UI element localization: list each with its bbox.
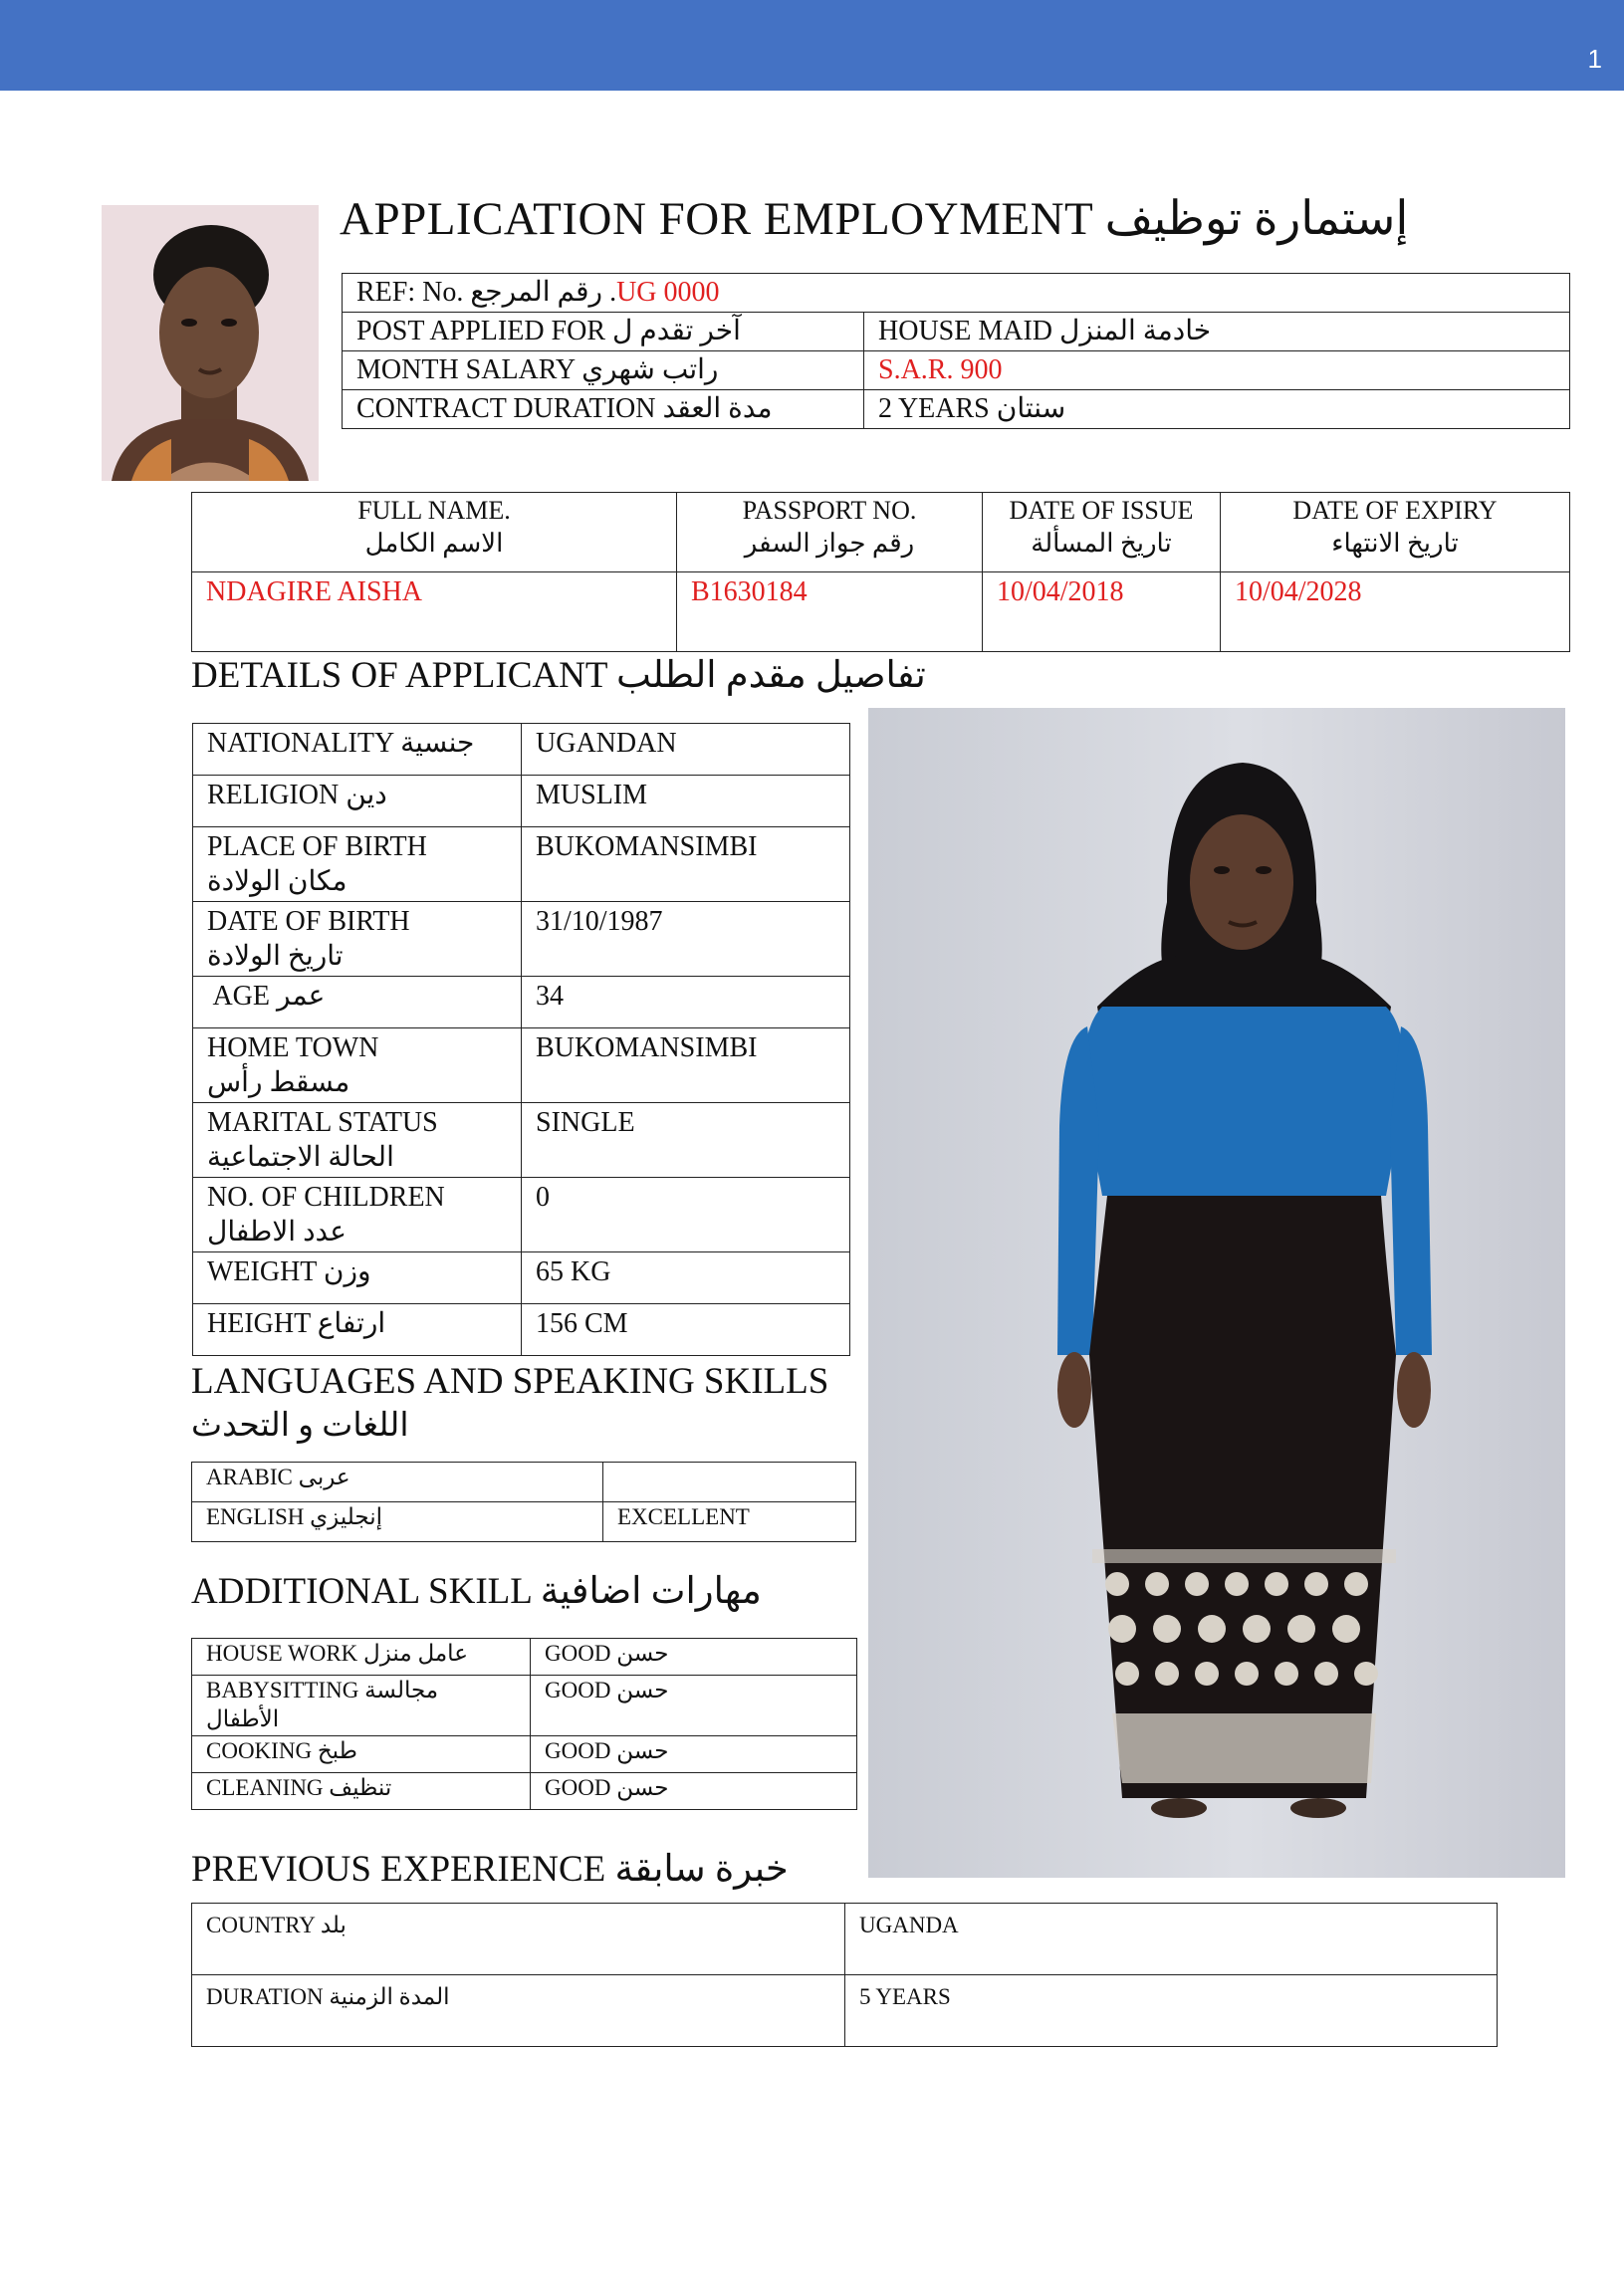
table-row (192, 1904, 1498, 1975)
header-en: PASSPORT NO. (742, 496, 917, 525)
table-row (192, 1463, 856, 1502)
table-row (192, 1502, 856, 1542)
post-value: HOUSE MAID خادمة المنزل (864, 313, 1570, 351)
table-row (193, 1103, 850, 1178)
label-ar: عدد الاطفال (207, 1217, 347, 1248)
table-row (343, 351, 1570, 390)
details-heading: DETAILS OF APPLICANT تفاصيل مقدم الطلب (191, 655, 926, 696)
post-label: POST APPLIED FOR آخر تقدم ل (343, 313, 864, 351)
detail-value: UGANDAN (522, 724, 850, 776)
detail-label: NATIONALITY جنسية (193, 724, 522, 776)
skill-label: CLEANING تنظيف (192, 1772, 531, 1809)
skill-label: BABYSITTING مجالسة الأطفال (192, 1676, 531, 1736)
detail-label (193, 1028, 522, 1103)
header-ar: الاسم الكامل (364, 528, 504, 558)
detail-label (193, 827, 522, 902)
header-bar (0, 0, 1624, 91)
detail-value: 65 KG (522, 1252, 850, 1304)
label-ar: الحالة الاجتماعية (207, 1142, 394, 1173)
experience-value: UGANDA (845, 1904, 1498, 1975)
language-level (603, 1463, 856, 1502)
page-number: 1 (1587, 44, 1602, 74)
label-en: HOME TOWN (207, 1032, 379, 1063)
header-en: DATE OF EXPIRY (1292, 496, 1498, 525)
skill-level: GOOD حسن (531, 1676, 857, 1736)
table-row (193, 827, 850, 902)
detail-value: BUKOMANSIMBI (522, 827, 850, 902)
label-en: NO. OF CHILDREN (207, 1182, 445, 1213)
experience-label: DURATION المدة الزمنية (192, 1975, 845, 2047)
contract-value: 2 YEARS سنتان (864, 390, 1570, 429)
table-row (193, 1252, 850, 1304)
passport-no-header (677, 493, 983, 572)
ref-cell (343, 274, 1570, 313)
expiry-date-header (1221, 493, 1570, 572)
fullname-header (192, 493, 677, 572)
page-title: APPLICATION FOR EMPLOYMENT إستمارة توظيف (340, 193, 1409, 245)
experience-heading: PREVIOUS EXPERIENCE خبرة سابقة (191, 1849, 789, 1890)
ref-number: UG 0000 (616, 277, 720, 308)
detail-value: 0 (522, 1178, 850, 1252)
table-row (343, 274, 1570, 313)
table-row (343, 390, 1570, 429)
detail-label: AGE عمر (193, 977, 522, 1028)
table-row (192, 493, 1570, 572)
languages-heading-ar: اللغات و التحدث (191, 1408, 409, 1444)
passport-table (191, 492, 1570, 652)
table-row (193, 1178, 850, 1252)
languages-table (191, 1462, 856, 1542)
experience-label: COUNTRY بلد (192, 1904, 845, 1975)
detail-label (193, 1103, 522, 1178)
fullname-value: NDAGIRE AISHA (192, 572, 677, 652)
detail-label: RELIGION دين (193, 776, 522, 827)
skill-level: GOOD حسن (531, 1735, 857, 1772)
table-row (192, 1772, 857, 1809)
detail-value: BUKOMANSIMBI (522, 1028, 850, 1103)
languages-heading: LANGUAGES AND SPEAKING SKILLS (191, 1361, 829, 1402)
post-info-table (342, 273, 1570, 429)
table-row (193, 977, 850, 1028)
experience-value: 5 YEARS (845, 1975, 1498, 2047)
label-en: DATE OF BIRTH (207, 906, 410, 937)
detail-value: 156 CM (522, 1304, 850, 1356)
detail-label: HEIGHT ارتفاع (193, 1304, 522, 1356)
label-en: PLACE OF BIRTH (207, 831, 427, 862)
detail-label: WEIGHT وزن (193, 1252, 522, 1304)
applicant-portrait-photo (102, 205, 319, 481)
detail-value: MUSLIM (522, 776, 850, 827)
issue-date-header (983, 493, 1221, 572)
expiry-date-value: 10/04/2028 (1221, 572, 1570, 652)
table-row (193, 1028, 850, 1103)
table-row (193, 902, 850, 977)
table-row (192, 1735, 857, 1772)
language-level: EXCELLENT (603, 1502, 856, 1542)
details-table (192, 723, 850, 1356)
table-row (192, 1676, 857, 1736)
table-row (192, 572, 1570, 652)
passport-no-value: B1630184 (677, 572, 983, 652)
table-row (193, 724, 850, 776)
issue-date-value: 10/04/2018 (983, 572, 1221, 652)
applicant-full-body-photo (868, 708, 1613, 1878)
table-row (192, 1639, 857, 1676)
experience-table (191, 1903, 1498, 2047)
skills-table (191, 1638, 857, 1810)
skill-level: GOOD حسن (531, 1772, 857, 1809)
table-row (343, 313, 1570, 351)
salary-label: MONTH SALARY راتب شهري (343, 351, 864, 390)
label-ar: تاريخ الولادة (207, 941, 344, 972)
language-label: ENGLISH إنجليزي (192, 1502, 603, 1542)
detail-value: SINGLE (522, 1103, 850, 1178)
contract-label: CONTRACT DURATION مدة العقد (343, 390, 864, 429)
skill-label: HOUSE WORK عامل منزل (192, 1639, 531, 1676)
header-ar: تاريخ الانتهاء (1331, 528, 1459, 558)
salary-value: S.A.R. 900 (864, 351, 1570, 390)
language-label: ARABIC عربى (192, 1463, 603, 1502)
label-en: MARITAL STATUS (207, 1107, 438, 1138)
table-row (192, 1975, 1498, 2047)
detail-value: 34 (522, 977, 850, 1028)
ref-label: REF: No. رقم المرجع . (356, 277, 617, 308)
detail-value: 31/10/1987 (522, 902, 850, 977)
skill-label: COOKING طبخ (192, 1735, 531, 1772)
detail-label (193, 1178, 522, 1252)
header-ar: رقم جواز السفر (744, 528, 915, 558)
header-en: DATE OF ISSUE (1009, 496, 1194, 525)
detail-label (193, 902, 522, 977)
header-ar: تاريخ المسألة (1031, 528, 1172, 558)
header-en: FULL NAME. (357, 496, 511, 525)
table-row (193, 1304, 850, 1356)
table-row (193, 776, 850, 827)
skills-heading: ADDITIONAL SKILL مهارات اضافية (191, 1571, 762, 1612)
label-ar: مسقط رأس (207, 1067, 350, 1098)
label-ar: مكان الولادة (207, 866, 348, 897)
skill-level: GOOD حسن (531, 1639, 857, 1676)
